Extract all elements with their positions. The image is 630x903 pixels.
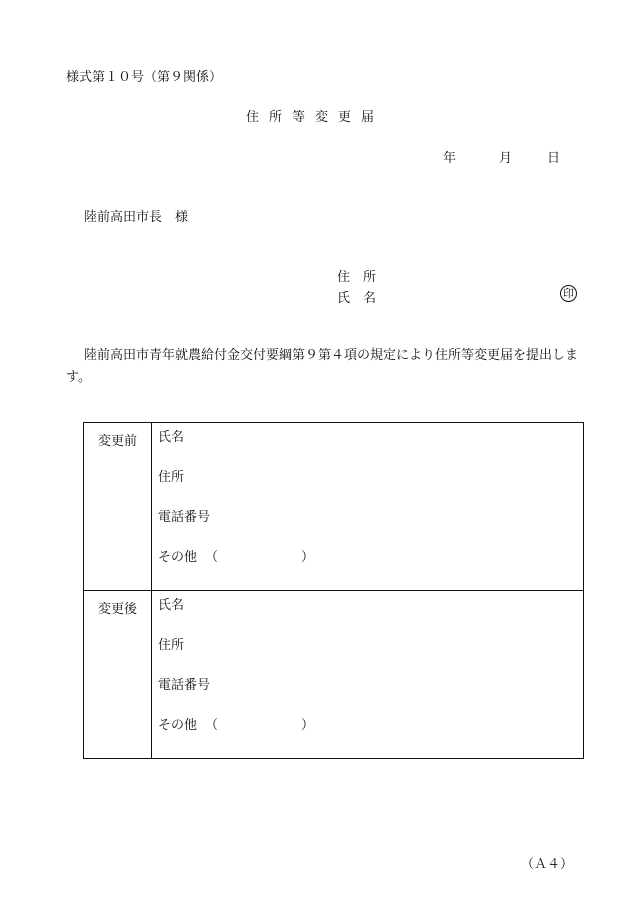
after-phone-field <box>152 673 583 713</box>
table-row-after <box>84 591 584 759</box>
before-fields <box>152 423 584 591</box>
before-other-open-paren: （ <box>205 550 219 565</box>
after-phone-label: 電話番号 <box>158 678 211 693</box>
after-address-label: 住所 <box>158 638 185 653</box>
form-number: 様式第１０号（第９関係） <box>66 70 223 85</box>
body-statement: 陸前高田市青年就農給付金交付要綱第９第４項の規定により住所等変更届を提出します。 <box>66 348 579 385</box>
before-name-label: 氏名 <box>158 430 185 445</box>
before-address-field <box>152 465 583 505</box>
after-name-label: 氏名 <box>158 598 185 613</box>
before-phone-label: 電話番号 <box>158 510 211 525</box>
after-other-field <box>152 713 583 753</box>
applicant-address-label: 住 所 <box>337 270 377 285</box>
applicant-name-label: 氏 名 <box>337 291 377 306</box>
date-month-label: 月 <box>499 151 513 166</box>
after-fields <box>152 591 584 759</box>
date-line <box>443 147 560 166</box>
after-name-field <box>152 593 583 633</box>
document-title: 住所等変更届 <box>245 110 384 125</box>
after-label: 変更後 <box>84 591 152 759</box>
before-address-label: 住所 <box>158 470 185 485</box>
after-address-field <box>152 633 583 673</box>
table-row-before <box>84 423 584 591</box>
before-other-field <box>152 545 583 585</box>
date-year-label: 年 <box>443 151 457 166</box>
after-other-close-paren: ） <box>301 718 315 733</box>
before-name-field <box>152 425 583 465</box>
after-other-label: その他 <box>158 718 198 733</box>
before-phone-field <box>152 505 583 545</box>
before-other-label: その他 <box>158 550 198 565</box>
change-table <box>83 422 584 759</box>
addressee: 陸前高田市長 様 <box>84 210 189 225</box>
date-day-label: 日 <box>547 151 561 166</box>
before-label: 変更前 <box>84 423 152 591</box>
seal-icon: 印 <box>560 285 577 302</box>
before-other-close-paren: ） <box>301 550 315 565</box>
after-other-open-paren: （ <box>205 718 219 733</box>
paper-size-note: （Ａ４） <box>520 857 573 872</box>
